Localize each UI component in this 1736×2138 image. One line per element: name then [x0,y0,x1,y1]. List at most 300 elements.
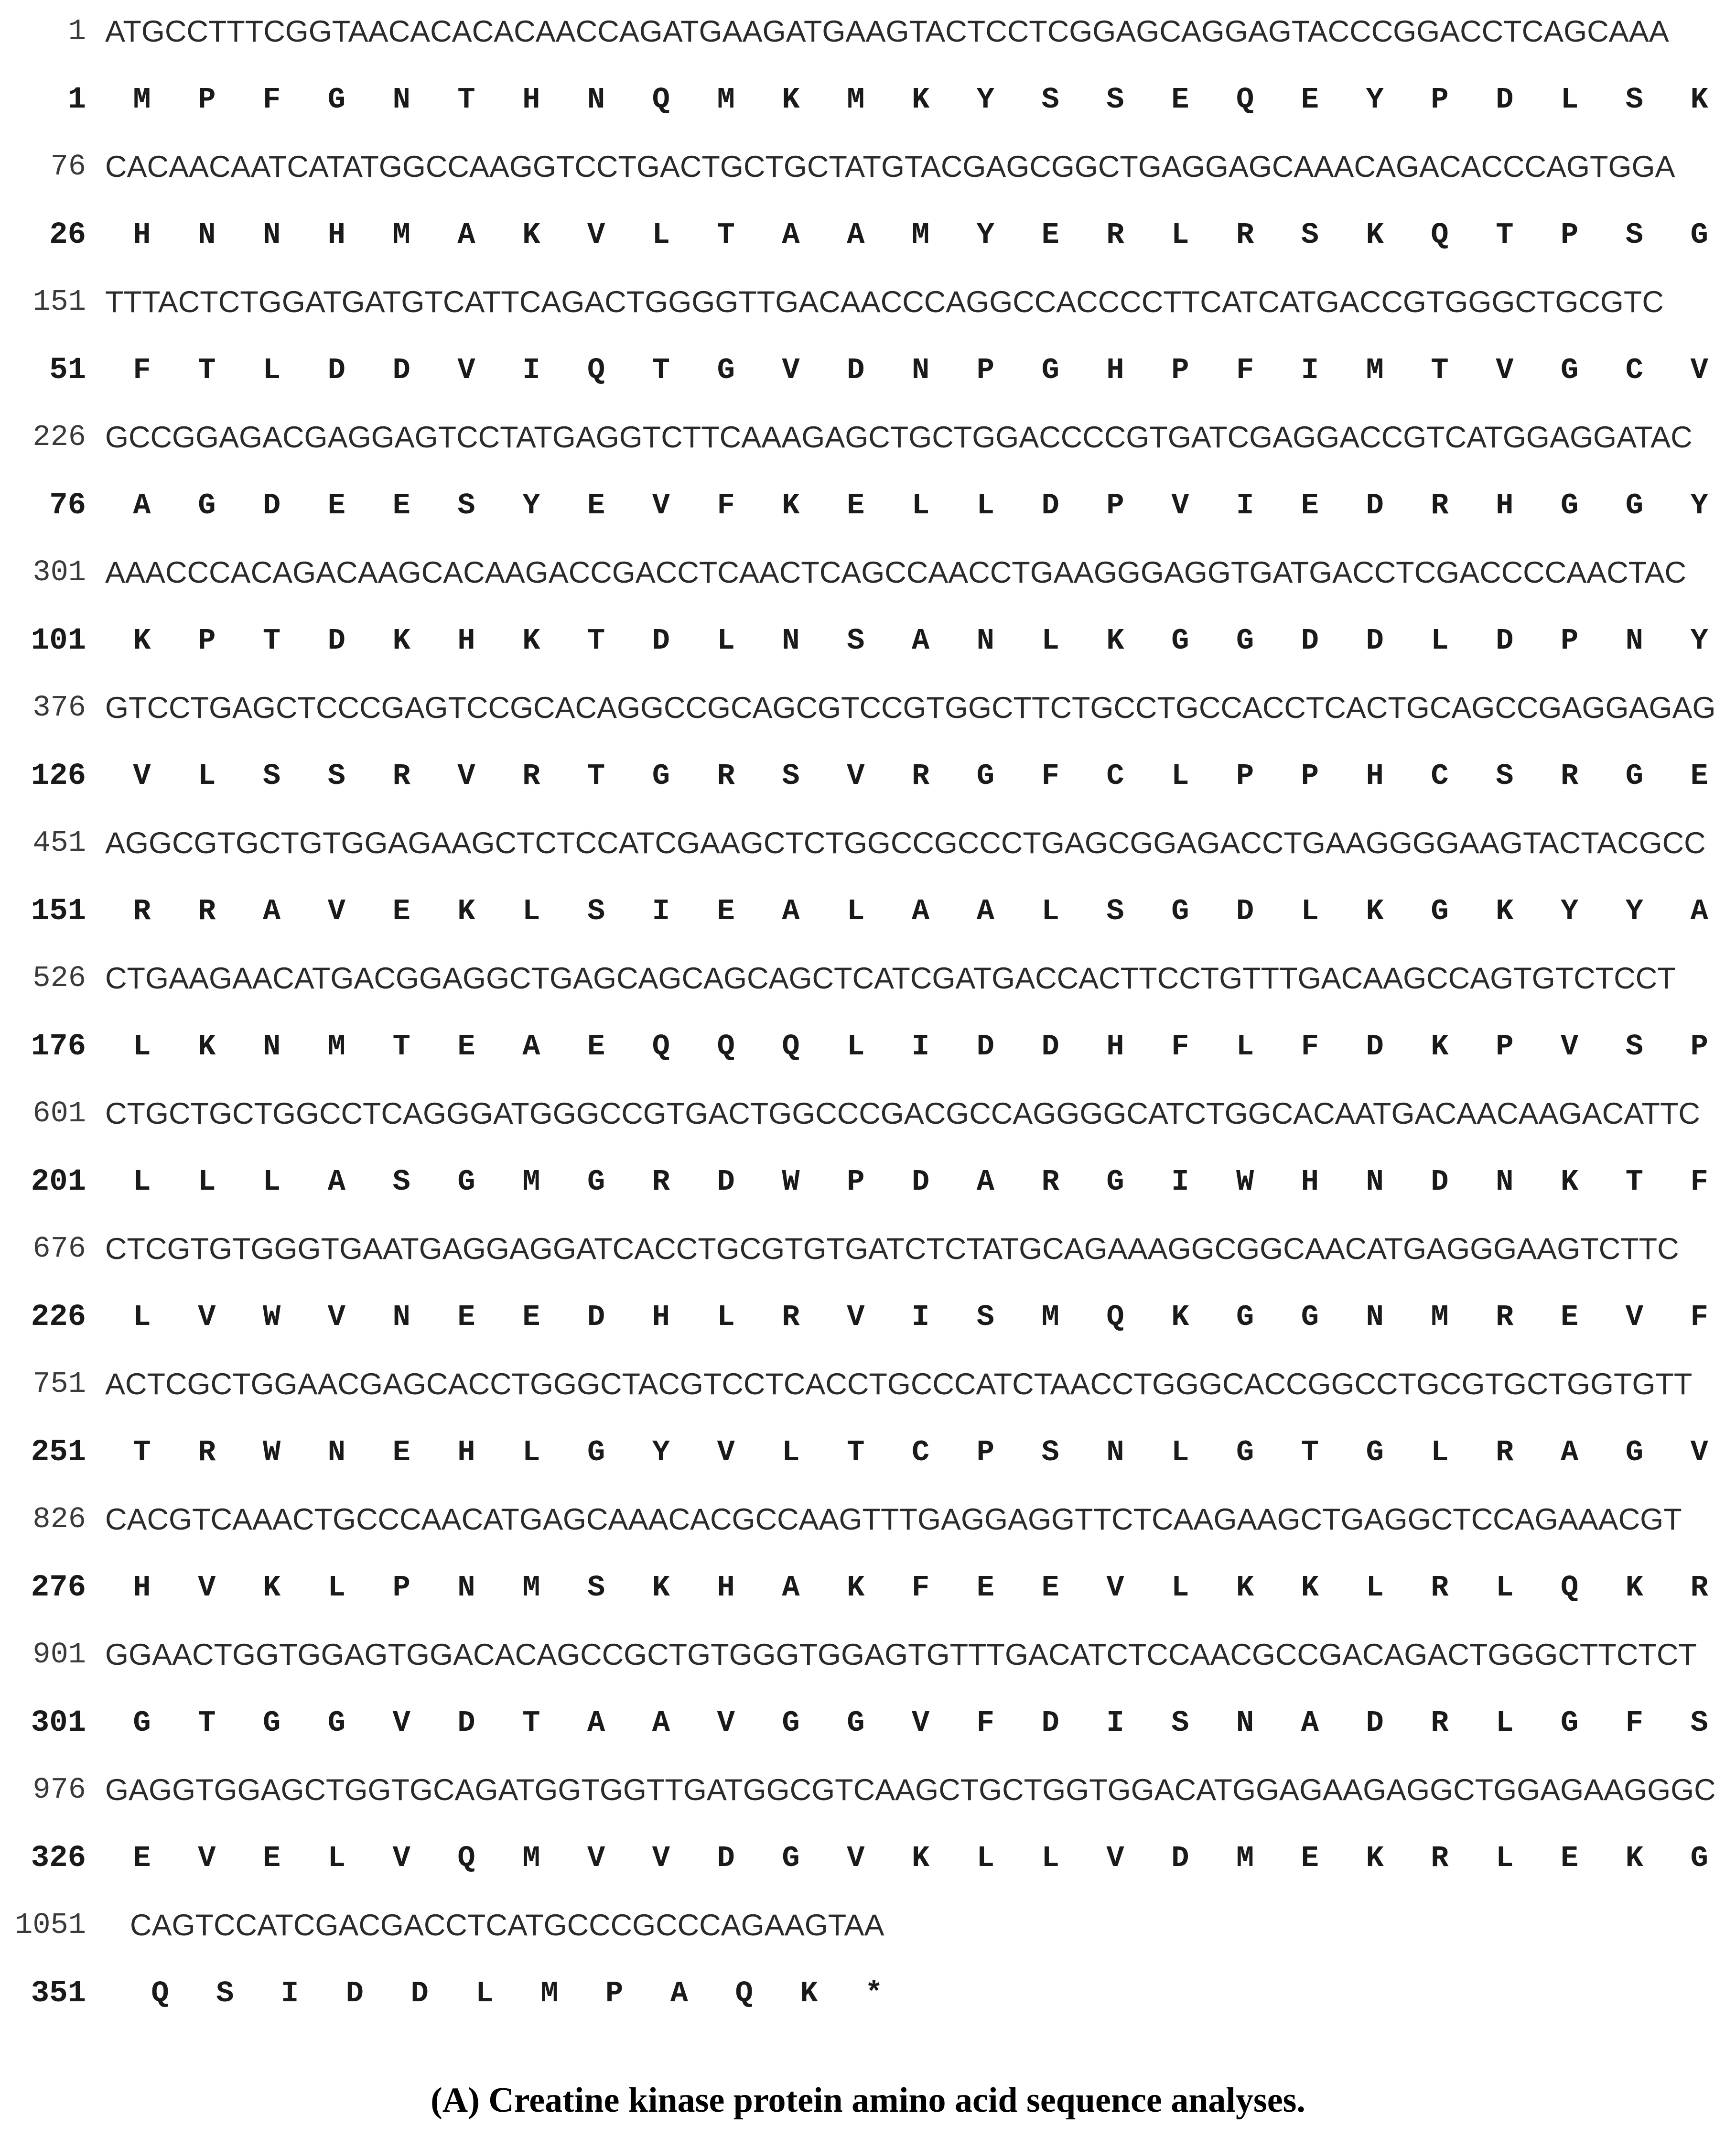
amino-acid-residue: K [392,624,410,658]
amino-acid-residue: I [280,1976,299,2010]
amino-acid-residue: R [198,1435,216,1469]
amino-acid-residue: E [1171,83,1189,117]
amino-acid-residue: E [133,1841,151,1875]
amino-acid-residue: S [1041,1435,1059,1469]
amino-acid-residue: G [457,1165,475,1199]
amino-acid-residue: L [976,488,994,522]
amino-acid-residue: S [1625,218,1643,252]
amino-acid-residue: W [782,1165,800,1199]
amino-acid-residue: N [1496,1165,1514,1199]
amino-acid-residue: P [1560,624,1579,658]
amino-acid-residue: R [652,1165,670,1199]
amino-acid-residue: R [1236,218,1254,252]
nucleotide-position: 676 [32,1232,86,1266]
amino-acid-residue: Y [1560,894,1579,928]
amino-acid-residue: S [1041,83,1059,117]
amino-acid-residue: I [911,1030,930,1064]
amino-acid-residue: P [1560,218,1579,252]
nucleotide-sequence: GAGGTGGAGCTGGTGCAGATGGTGGTTGATGGCGTCAAGCTGCTGGTGGACATGGAGAAGAGGCTGGAGAAGGGC [105,1773,1716,1807]
amino-acid-residue: G [1106,1165,1124,1199]
nucleotide-position: 76 [50,150,86,184]
amino-acid-residue: N [392,83,410,117]
amino-acid-residue: D [652,624,670,658]
amino-acid-residue: Q [735,1976,753,2010]
amino-acid-residue: V [198,1841,216,1875]
amino-acid-residue: Q [782,1030,800,1064]
amino-acid-residue: E [457,1030,475,1064]
amino-acid-sequence [105,1706,1720,1744]
amino-acid-residue: M [847,83,865,117]
stop-codon-marker: * [865,1976,883,2010]
nucleotide-position: 976 [32,1773,86,1807]
amino-acid-residue: G [1236,624,1254,658]
nucleotide-position: 376 [32,691,86,725]
nucleotide-sequence: CACGTCAAACTGCCCAACATGAGCAAACACGCCAAGTTTGAGGAGGTTCTCAAGAAGCTGAGGCTCCAGAAACGT [105,1503,1682,1536]
amino-acid-residue: A [457,218,475,252]
amino-acid-residue: D [976,1030,994,1064]
amino-acid-residue: I [1236,488,1254,522]
amino-acid-residue: E [847,488,865,522]
amino-acid-residue: R [1431,1706,1449,1740]
amino-acid-residue: T [652,353,670,387]
amino-acid-residue: D [1496,83,1514,117]
amino-acid-residue: L [847,894,865,928]
amino-acid-residue: Y [1625,894,1643,928]
amino-acid-residue: S [1106,83,1124,117]
amino-acid-residue: L [133,1300,151,1334]
amino-acid-residue: T [262,624,281,658]
amino-acid-residue: G [1625,488,1643,522]
amino-acid-residue: L [1431,1435,1449,1469]
amino-acid-residue: D [327,624,345,658]
amino-acid-residue: M [522,1841,540,1875]
amino-acid-residue: R [1496,1300,1514,1334]
amino-acid-residue: P [1301,759,1319,793]
nucleotide-position: 901 [32,1638,86,1671]
amino-acid-residue: Y [976,218,994,252]
amino-acid-residue: R [1690,1571,1708,1605]
amino-acid-residue: S [1690,1706,1708,1740]
amino-acid-residue: V [717,1706,735,1740]
amino-acid-residue: T [392,1030,410,1064]
amino-acid-residue: M [1041,1300,1059,1334]
amino-acid-residue: V [198,1300,216,1334]
nucleotide-sequence: TTTACTCTGGATGATGTCATTCAGACTGGGGTTGACAACCCAGGCCACCCCTTCATCATGACCGTGGGCTGCGTC [105,285,1664,319]
amino-acid-residue: E [717,894,735,928]
amino-acid-residue: V [652,488,670,522]
amino-acid-residue: G [198,488,216,522]
amino-acid-residue: A [133,488,151,522]
amino-acid-residue: D [1496,624,1514,658]
amino-acid-position: 1 [67,83,86,117]
amino-acid-residue: A [976,894,994,928]
amino-acid-residue: D [327,353,345,387]
amino-acid-residue: D [1366,624,1384,658]
amino-acid-residue: A [522,1030,540,1064]
nucleotide-sequence: CTGCTGCTGGCCTCAGGGATGGGCCGTGACTGGCCCGACGCCAGGGGCATCTGGCACAATGACAACAAGACATTC [105,1097,1700,1130]
amino-acid-residue: T [1625,1165,1643,1199]
amino-acid-residue: R [911,759,930,793]
amino-acid-residue: V [652,1841,670,1875]
amino-acid-residue: K [1690,83,1708,117]
amino-acid-sequence [105,1300,1720,1338]
amino-acid-residue: F [1041,759,1059,793]
amino-acid-residue: M [911,218,930,252]
amino-acid-residue: R [392,759,410,793]
amino-acid-residue: P [1171,353,1189,387]
nucleotide-position: 601 [32,1096,86,1130]
amino-acid-residue: K [911,1841,930,1875]
amino-acid-residue: D [457,1706,475,1740]
amino-acid-sequence [105,894,1720,933]
amino-acid-residue: P [976,1435,994,1469]
amino-acid-residue: S [1625,83,1643,117]
amino-acid-residue: G [1690,218,1708,252]
amino-acid-residue: S [262,759,281,793]
amino-acid-residue: G [1171,894,1189,928]
amino-acid-residue: N [198,218,216,252]
amino-acid-residue: D [410,1976,429,2010]
amino-acid-residue: L [133,1030,151,1064]
nucleotide-sequence: CAGTCCATCGACGACCTCATGCCCGCCCAGAAGTAA [130,1909,884,1942]
amino-acid-position: 276 [31,1571,86,1605]
amino-acid-position: 126 [31,759,86,793]
amino-acid-residue: E [1301,1841,1319,1875]
amino-acid-residue: P [198,624,216,658]
amino-acid-sequence [105,218,1720,256]
amino-acid-residue: G [652,759,670,793]
amino-acid-residue: W [262,1435,281,1469]
amino-acid-residue: K [800,1976,818,2010]
amino-acid-residue: D [345,1976,364,2010]
amino-acid-residue: R [133,894,151,928]
amino-acid-residue: A [847,218,865,252]
amino-acid-residue: S [457,488,475,522]
amino-acid-position: 151 [31,894,86,929]
amino-acid-residue: L [1366,1571,1384,1605]
amino-acid-residue: G [717,353,735,387]
amino-acid-residue: F [911,1571,930,1605]
amino-acid-residue: E [1041,1571,1059,1605]
amino-acid-residue: P [605,1976,624,2010]
amino-acid-position: 226 [31,1300,86,1335]
amino-acid-residue: V [847,1300,865,1334]
amino-acid-residue: C [1625,353,1643,387]
nucleotide-sequence: CTGAAGAACATGACGGAGGCTGAGCAGCAGCAGCTCATCGATGACCACTTCCTGTTTGACAAGCCAGTGTCTCCT [105,962,1676,995]
amino-acid-residue: H [652,1300,670,1334]
amino-acid-residue: E [1301,83,1319,117]
amino-acid-residue: K [911,83,930,117]
amino-acid-sequence [105,759,1720,797]
amino-acid-residue: L [1496,1706,1514,1740]
amino-acid-residue: G [1171,624,1189,658]
amino-acid-residue: T [847,1435,865,1469]
amino-acid-residue: W [1236,1165,1254,1199]
amino-acid-residue: M [717,83,735,117]
amino-acid-residue: V [1625,1300,1643,1334]
nucleotide-sequence: CACAACAATCATATGGCCAAGGTCCTGACTGCTGCTATGTACGAGCGGCTGAGGAGCAAACAGACACCCAGTGGA [105,150,1675,184]
amino-acid-residue: E [327,488,345,522]
amino-acid-residue: E [392,894,410,928]
amino-acid-residue: V [457,353,475,387]
amino-acid-residue: Y [652,1435,670,1469]
amino-acid-residue: S [216,1976,234,2010]
amino-acid-residue: R [1431,488,1449,522]
amino-acid-residue: V [392,1706,410,1740]
amino-acid-residue: H [717,1571,735,1605]
amino-acid-residue: G [1560,353,1579,387]
nucleotide-position: 1 [68,14,86,48]
amino-acid-residue: N [976,624,994,658]
amino-acid-residue: G [1041,353,1059,387]
amino-acid-residue: Q [1106,1300,1124,1334]
amino-acid-residue: S [587,1571,605,1605]
nucleotide-position: 301 [32,555,86,589]
amino-acid-residue: T [522,1706,540,1740]
amino-acid-residue: A [327,1165,345,1199]
amino-acid-residue: H [1106,1030,1124,1064]
amino-acid-residue: M [1236,1841,1254,1875]
amino-acid-position: 26 [49,218,86,252]
amino-acid-residue: D [911,1165,930,1199]
amino-acid-position: 251 [31,1435,86,1470]
amino-acid-residue: I [522,353,540,387]
amino-acid-residue: E [1690,759,1708,793]
amino-acid-residue: T [198,353,216,387]
amino-acid-residue: N [457,1571,475,1605]
amino-acid-residue: M [540,1976,559,2010]
amino-acid-residue: L [327,1571,345,1605]
amino-acid-sequence [105,353,1720,391]
amino-acid-residue: V [1690,1435,1708,1469]
amino-acid-residue: G [262,1706,281,1740]
amino-acid-residue: Q [1560,1571,1579,1605]
amino-acid-sequence [105,83,1720,121]
amino-acid-residue: K [522,218,540,252]
nucleotide-sequence: ATGCCTTTCGGTAACACACACAACCAGATGAAGATGAAGTACTCCTCGGAGCAGGAGTACCCGGACCTCAGCAAA [105,15,1669,48]
amino-acid-residue: E [587,488,605,522]
amino-acid-residue: H [457,624,475,658]
amino-acid-residue: E [976,1571,994,1605]
amino-acid-residue: D [587,1300,605,1334]
nucleotide-position: 826 [32,1502,86,1536]
amino-acid-residue: D [392,353,410,387]
amino-acid-residue: H [1301,1165,1319,1199]
amino-acid-residue: L [911,488,930,522]
amino-acid-sequence [105,1571,1720,1609]
amino-acid-sequence [105,1030,1720,1068]
amino-acid-residue: P [1106,488,1124,522]
amino-acid-residue: N [262,218,281,252]
amino-acid-residue: G [1366,1435,1384,1469]
amino-acid-residue: K [1301,1571,1319,1605]
amino-acid-residue: T [587,759,605,793]
amino-acid-residue: H [1496,488,1514,522]
amino-acid-residue: E [1560,1300,1579,1334]
nucleotide-sequence: GGAACTGGTGGAGTGGACACAGCCGCTGTGGGTGGAGTGTTTGACATCTCCAACGCCGACAGACTGGGCTTCTCT [105,1638,1697,1671]
amino-acid-residue: S [587,894,605,928]
nucleotide-position: 151 [32,285,86,319]
amino-acid-residue: V [133,759,151,793]
amino-acid-residue: G [1431,894,1449,928]
amino-acid-residue: G [1625,1435,1643,1469]
amino-acid-residue: L [198,759,216,793]
amino-acid-residue: L [1041,894,1059,928]
amino-acid-residue: K [782,488,800,522]
amino-acid-residue: D [1041,1706,1059,1740]
amino-acid-residue: F [1236,353,1254,387]
amino-acid-residue: L [1171,1435,1189,1469]
amino-acid-residue: L [1431,624,1449,658]
amino-acid-sequence [105,624,1720,662]
amino-acid-residue: K [198,1030,216,1064]
amino-acid-residue: N [1106,1435,1124,1469]
amino-acid-residue: N [392,1300,410,1334]
amino-acid-residue: D [1301,624,1319,658]
amino-acid-residue: L [782,1435,800,1469]
amino-acid-residue: M [392,218,410,252]
amino-acid-residue: M [1431,1300,1449,1334]
amino-acid-residue: K [262,1571,281,1605]
amino-acid-residue: Q [1431,218,1449,252]
nucleotide-sequence: CTCGTGTGGGTGAATGAGGAGGATCACCTGCGTGTGATCTCTATGCAGAAAGGCGGCAACATGAGGGAAGTCTTC [105,1232,1679,1266]
amino-acid-residue: S [976,1300,994,1334]
amino-acid-residue: Q [1236,83,1254,117]
amino-acid-residue: K [652,1571,670,1605]
amino-acid-position: 176 [31,1030,86,1064]
amino-acid-residue: A [652,1706,670,1740]
amino-acid-residue: F [1690,1165,1708,1199]
nucleotide-position: 226 [32,420,86,454]
amino-acid-residue: G [1560,488,1579,522]
amino-acid-residue: L [133,1165,151,1199]
amino-acid-residue: M [522,1571,540,1605]
amino-acid-residue: S [1496,759,1514,793]
amino-acid-residue: V [782,353,800,387]
amino-acid-residue: T [1496,218,1514,252]
nucleotide-position: 751 [32,1367,86,1401]
amino-acid-residue: D [1236,894,1254,928]
amino-acid-residue: R [198,894,216,928]
amino-acid-residue: H [133,1571,151,1605]
amino-acid-residue: K [1496,894,1514,928]
amino-acid-residue: S [847,624,865,658]
amino-acid-residue: G [1625,759,1643,793]
amino-acid-residue: R [1431,1841,1449,1875]
amino-acid-residue: L [1041,1841,1059,1875]
amino-acid-residue: K [1106,624,1124,658]
amino-acid-residue: L [717,624,735,658]
amino-acid-residue: L [976,1841,994,1875]
nucleotide-position: 526 [32,961,86,995]
amino-acid-residue: K [522,624,540,658]
amino-acid-residue: S [1106,894,1124,928]
amino-acid-residue: I [1106,1706,1124,1740]
amino-acid-residue: H [1366,759,1384,793]
amino-acid-residue: K [457,894,475,928]
amino-acid-residue: T [717,218,735,252]
amino-acid-residue: L [1496,1841,1514,1875]
amino-acid-residue: H [522,83,540,117]
amino-acid-residue: E [1041,218,1059,252]
amino-acid-residue: P [847,1165,865,1199]
amino-acid-residue: I [1301,353,1319,387]
amino-acid-residue: V [1171,488,1189,522]
amino-acid-residue: K [1366,218,1384,252]
amino-acid-residue: E [522,1300,540,1334]
amino-acid-residue: G [587,1165,605,1199]
amino-acid-residue: V [392,1841,410,1875]
amino-acid-sequence [105,1841,1720,1879]
amino-acid-residue: G [782,1706,800,1740]
amino-acid-residue: T [133,1435,151,1469]
amino-acid-residue: D [1431,1165,1449,1199]
amino-acid-residue: Y [1690,488,1708,522]
amino-acid-residue: T [1301,1435,1319,1469]
amino-acid-residue: Q [717,1030,735,1064]
amino-acid-residue: G [587,1435,605,1469]
amino-acid-residue: H [327,218,345,252]
amino-acid-residue: K [1625,1841,1643,1875]
amino-acid-position: 326 [31,1841,86,1876]
amino-acid-residue: A [782,894,800,928]
amino-acid-residue: P [392,1571,410,1605]
amino-acid-residue: D [262,488,281,522]
amino-acid-residue: S [392,1165,410,1199]
amino-acid-residue: K [133,624,151,658]
amino-acid-residue: V [198,1571,216,1605]
amino-acid-residue: E [392,1435,410,1469]
amino-acid-residue: L [522,894,540,928]
amino-acid-residue: G [976,759,994,793]
amino-acid-residue: P [1496,1030,1514,1064]
amino-acid-residue: A [1690,894,1708,928]
amino-acid-residue: Y [522,488,540,522]
amino-acid-residue: R [1041,1165,1059,1199]
amino-acid-residue: L [1041,624,1059,658]
amino-acid-residue: V [911,1706,930,1740]
amino-acid-residue: Y [976,83,994,117]
amino-acid-residue: H [133,218,151,252]
amino-acid-residue: R [522,759,540,793]
amino-acid-residue: R [717,759,735,793]
amino-acid-residue: M [133,83,151,117]
amino-acid-residue: F [717,488,735,522]
amino-acid-sequence [105,1165,1720,1203]
amino-acid-residue: E [1301,488,1319,522]
nucleotide-sequence: AAACCCACAGACAAGCACAAGACCGACCTCAACTCAGCCAACCTGAAGGGAGGTGATGACCTCGACCCCAACTAC [105,556,1687,589]
amino-acid-residue: S [1171,1706,1189,1740]
amino-acid-residue: F [1171,1030,1189,1064]
amino-acid-residue: A [1301,1706,1319,1740]
amino-acid-residue: D [717,1841,735,1875]
amino-acid-residue: G [1690,1841,1708,1875]
amino-acid-residue: P [1431,83,1449,117]
amino-acid-residue: F [976,1706,994,1740]
amino-acid-residue: P [198,83,216,117]
amino-acid-residue: T [1431,353,1449,387]
amino-acid-residue: P [1690,1030,1708,1064]
amino-acid-residue: G [133,1706,151,1740]
amino-acid-residue: K [847,1571,865,1605]
amino-acid-residue: R [1106,218,1124,252]
amino-acid-residue: K [1560,1165,1579,1199]
amino-acid-residue: V [1690,353,1708,387]
amino-acid-residue: V [847,1841,865,1875]
amino-acid-residue: D [717,1165,735,1199]
amino-acid-residue: V [717,1435,735,1469]
amino-acid-residue: V [587,1841,605,1875]
